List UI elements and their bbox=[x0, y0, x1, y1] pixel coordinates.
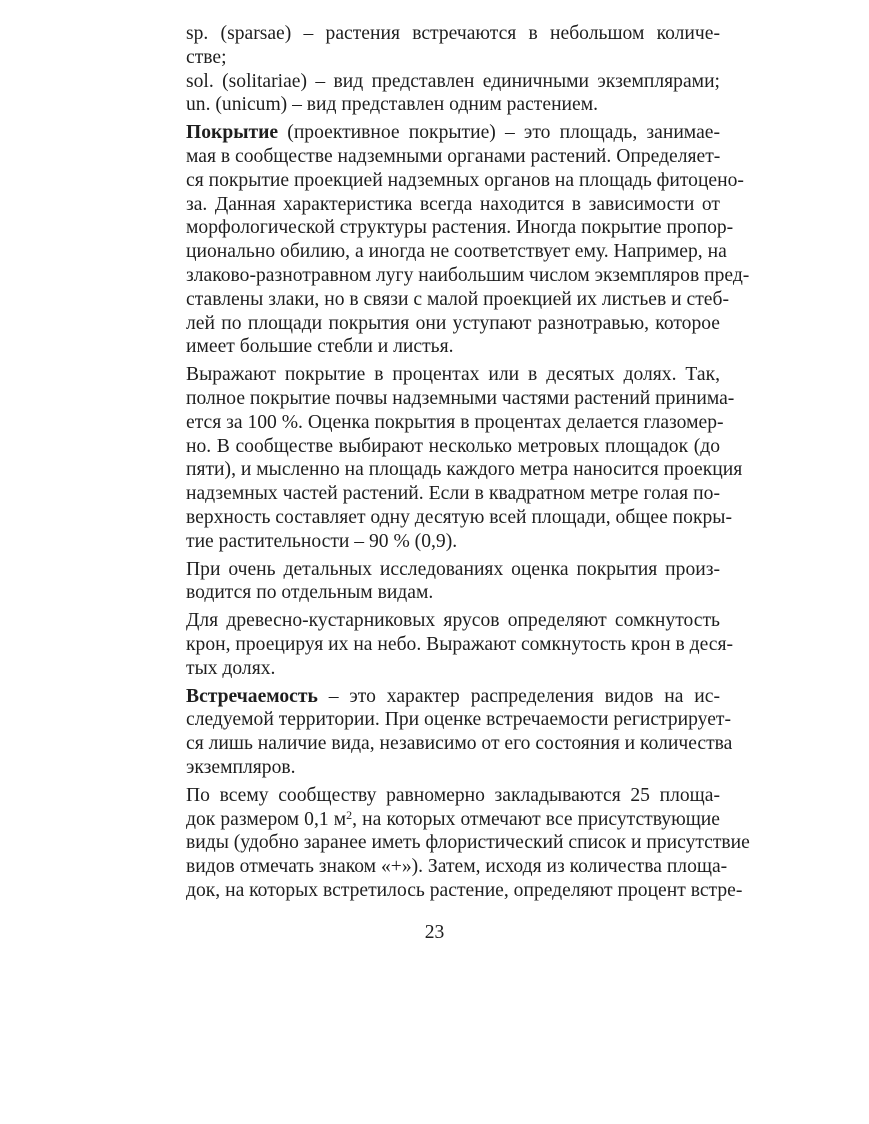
coverage-paragraph bbox=[186, 121, 750, 359]
text-line: ся покрытие проекцией надземных органов на площадь фитоцено- bbox=[186, 169, 744, 191]
text-line bbox=[186, 808, 720, 832]
text-line: пяти), и мысленно на площадь каждого метра наносится проекция bbox=[186, 459, 743, 481]
coverage-line-0: (проективное покрытие) – это площадь, занимае- bbox=[278, 122, 720, 144]
plots-paragraph bbox=[186, 784, 750, 903]
text-line: имеет большие стебли и листья. bbox=[186, 336, 454, 358]
page-number: 23 bbox=[424, 922, 445, 943]
text-line: морфологической структуры растения. Иногда покрытие пропор- bbox=[186, 217, 734, 239]
plots-line2-start: док размером 0,1 м bbox=[186, 808, 347, 830]
text-line: виды (удобно заранее иметь флористический список и присутствие bbox=[186, 832, 750, 854]
occurrence-line-0: – это характер распределения видов на ис- bbox=[317, 685, 720, 707]
text-line: тых долях. bbox=[186, 657, 276, 679]
text-line: док, на которых встретилось растение, определяют процент встре- bbox=[186, 879, 743, 901]
text-line: мая в сообществе надземными органами растений. Определяет- bbox=[186, 145, 721, 167]
text-line: тие растительности – 90 % (0,9). bbox=[186, 530, 458, 552]
text-line: стве; bbox=[186, 46, 227, 68]
text-line: водится по отдельным видам. bbox=[186, 582, 434, 604]
text-line: полное покрытие почвы надземными частями растений принима- bbox=[186, 387, 735, 409]
text-line: экземпляров. bbox=[186, 756, 296, 778]
text-line: sp. (sparsae) – растения встречаются в небольшом количе- bbox=[186, 23, 720, 44]
text-line: ется за 100 %. Оценка покрытия в процентах делается глазомер- bbox=[186, 411, 724, 433]
text-line: При очень детальных исследованиях оценка покрытия произ- bbox=[186, 558, 720, 580]
text-line: ционально обилию, а иногда не соответствует ему. Например, на bbox=[186, 241, 727, 263]
page-body bbox=[186, 22, 750, 903]
text-line: верхность составляет одну десятую всей площади, общее покры- bbox=[186, 506, 732, 528]
text-line: лей по площади покрытия они уступают разнотравью, которое bbox=[186, 312, 720, 334]
detailed-paragraph bbox=[186, 558, 720, 606]
occurrence-paragraph bbox=[186, 685, 733, 780]
expression-paragraph bbox=[186, 363, 743, 553]
text-line: следуемой территории. При оценке встречаемости регистрирует- bbox=[186, 709, 731, 731]
text-line: за. Данная характеристика всегда находится в зависимости от bbox=[186, 193, 720, 215]
woody-paragraph bbox=[186, 609, 733, 680]
square-superscript: 2 bbox=[346, 807, 353, 822]
text-line bbox=[186, 121, 720, 145]
plots-line2-end: , на которых отмечают все присутствующие bbox=[352, 808, 720, 830]
text-line: Выражают покрытие в процентах или в десятых долях. Так, bbox=[186, 364, 720, 386]
coverage-term: Покрытие bbox=[186, 122, 279, 144]
occurrence-term: Встречаемость bbox=[186, 685, 318, 707]
text-line: sol. (solitariae) – вид представлен единичными экземплярами; bbox=[186, 70, 720, 92]
text-line: надземных частей растений. Если в квадратном метре голая по- bbox=[186, 483, 720, 505]
text-line: ставлены злаки, но в связи с малой проекцией их листьев и стеб- bbox=[186, 288, 729, 310]
text-line: По всему сообществу равномерно закладываются 25 площа- bbox=[186, 784, 720, 806]
text-line bbox=[186, 685, 720, 709]
text-line: видов отмечать знаком «+»). Затем, исходя из количества площа- bbox=[186, 856, 728, 878]
text-line: un. (unicum) – вид представлен одним растением. bbox=[186, 94, 599, 116]
text-line: крон, проецируя их на небо. Выражают сомкнутость крон в деся- bbox=[186, 633, 733, 655]
text-line: злаково-разнотравном лугу наибольшим числом экземпляров пред- bbox=[186, 264, 750, 286]
text-line: Для древесно-кустарниковых ярусов определяют сомкнутость bbox=[186, 610, 720, 632]
text-line: но. В сообществе выбирают несколько метровых площадок (до bbox=[186, 435, 720, 457]
text-line: ся лишь наличие вида, независимо от его состояния и количества bbox=[186, 733, 733, 755]
abundance-list bbox=[186, 22, 720, 117]
